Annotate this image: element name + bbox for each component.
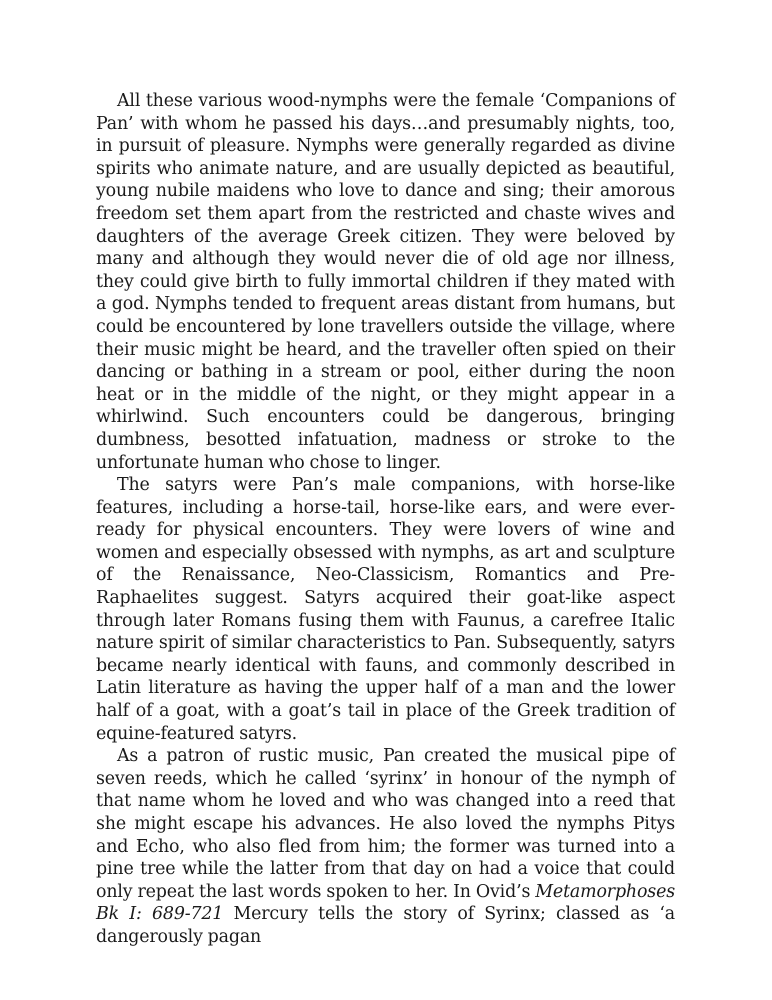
paragraph-syrinx-text: As a patron of rustic music, Pan created the musical pipe of seven reeds, which he called ‘syrinx’ in honour of the nymph of that name whom he loved and who was changed into a reed that she might escape his advances. He also loved the nymphs Pitys and Echo, who also fled from him; the former was turned into a pine tree while the latter from that day on had a voice that could only repeat the last words spoken to her. In Ovid’s [96,746,675,902]
paragraph-satyrs: The satyrs were Pan’s male companions, with horse-like features, including a horse-tail, horse-like ears, and were ever-ready for physical encounters. They were lovers of wine and women and especially obsessed with nymphs, as art and sculpture of the Renaissance, Neo-Classicism, Romantics and Pre-Raphaelites suggest. Satyrs acquired their goat-like aspect through later Romans fusing them with Faunus, a carefree Italic nature spirit of similar characteristics to Pan. Subsequently, satyrs became nearly identical with fauns, and commonly described in Latin literature as having the upper half of a man and the lower half of a goat, with a goat’s tail in place of the Greek tradition of equine-featured satyrs. [96,475,675,744]
page-body [96,90,675,949]
paragraph-syrinx [96,745,675,948]
paragraph-nymphs: All these various wood-nymphs were the female ‘Companions of Pan’ with whom he passed his days…and presumably nights, too, in pursuit of pleasure. Nymphs were generally regarded as divine spirits who animate nature, and are usually depicted as beautiful, young nubile maidens who love to dance and sing; their amorous freedom set them apart from the restricted and chaste wives and daughters of the average Greek citizen. They were beloved by many and although they would never die of old age nor illness, they could give birth to fully immortal children if they mated with a god. Nymphs tended to frequent areas distant from humans, but could be encountered by lone travellers outside the village, where their music might be heard, and the traveller often spied on their dancing or bathing in a stream or pool, either during the noon heat or in the middle of the night, or they might appear in a whirlwind. Such encounters could be dangerous, bringing dumbness, besotted infatuation, madness or stroke to the unfortunate human who chose to linger. [96,91,675,473]
paragraph-syrinx-continuation: Mercury tells the story of Syrinx; classed as ‘a dangerously pagan [96,904,675,947]
book-reference: Metamorphoses Bk I: 689-721 [96,881,675,925]
